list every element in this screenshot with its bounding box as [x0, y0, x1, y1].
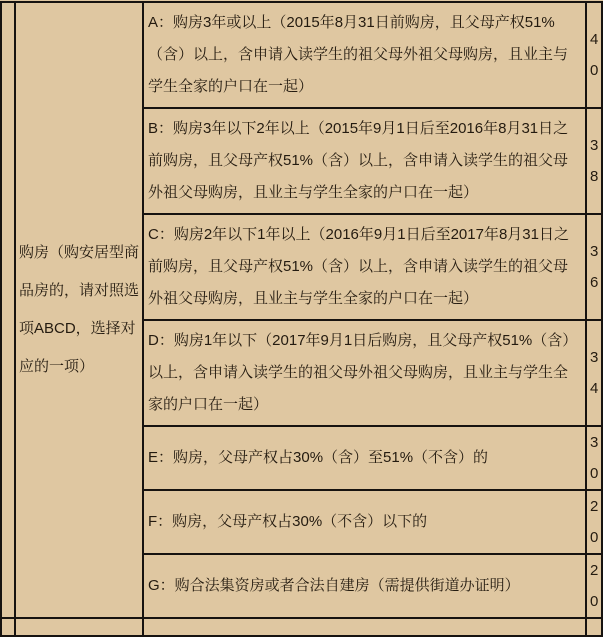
- option-cell-c: C：购房2年以下1年以上（2016年9月1日后至2017年8月31日之前购房，且父母产权51%（含）以上，含申请入读学生的祖父母外祖父母购房，且业主与学生全家的户口在一起）: [143, 214, 586, 320]
- table-row-option-a: [1, 2, 602, 108]
- option-cell-f: F：购房，父母产权占30%（不含）以下的: [143, 490, 586, 554]
- score-cell-d: 34: [586, 320, 602, 426]
- left-stub-column-cell: [1, 2, 15, 618]
- partial-cell-option: [143, 618, 586, 636]
- score-cell-g: 20: [586, 554, 602, 618]
- option-cell-d: D：购房1年以下（2017年9月1日后购房，且父母产权51%（含）以上，含申请入读学生的祖父母外祖父母购房，且业主与学生全家的户口在一起）: [143, 320, 586, 426]
- table-row-partial-cutoff: [1, 618, 602, 636]
- option-cell-g: G：购合法集资房或者合法自建房（需提供街道办证明）: [143, 554, 586, 618]
- score-cell-c: 36: [586, 214, 602, 320]
- option-cell-a: A：购房3年或以上（2015年8月31日前购房，且父母产权51%（含）以上，含申请入读学生的祖父母外祖父母购房，且业主与学生全家的户口在一起）: [143, 2, 586, 108]
- option-cell-e: E：购房，父母产权占30%（含）至51%（不含）的: [143, 426, 586, 490]
- score-cell-b: 38: [586, 108, 602, 214]
- partial-cell-category: [15, 618, 143, 636]
- score-cell-a: 40: [586, 2, 602, 108]
- partial-cell-stub: [1, 618, 15, 636]
- category-cell: 购房（购安居型商品房的，请对照选项ABCD，选择对应的一项）: [15, 2, 143, 618]
- partial-cell-score: [586, 618, 602, 636]
- score-cell-f: 20: [586, 490, 602, 554]
- housing-score-table: [0, 1, 603, 637]
- score-cell-e: 30: [586, 426, 602, 490]
- option-cell-b: B：购房3年以下2年以上（2015年9月1日后至2016年8月31日之前购房，且父母产权51%（含）以上，含申请入读学生的祖父母外祖父母购房，且业主与学生全家的户口在一起）: [143, 108, 586, 214]
